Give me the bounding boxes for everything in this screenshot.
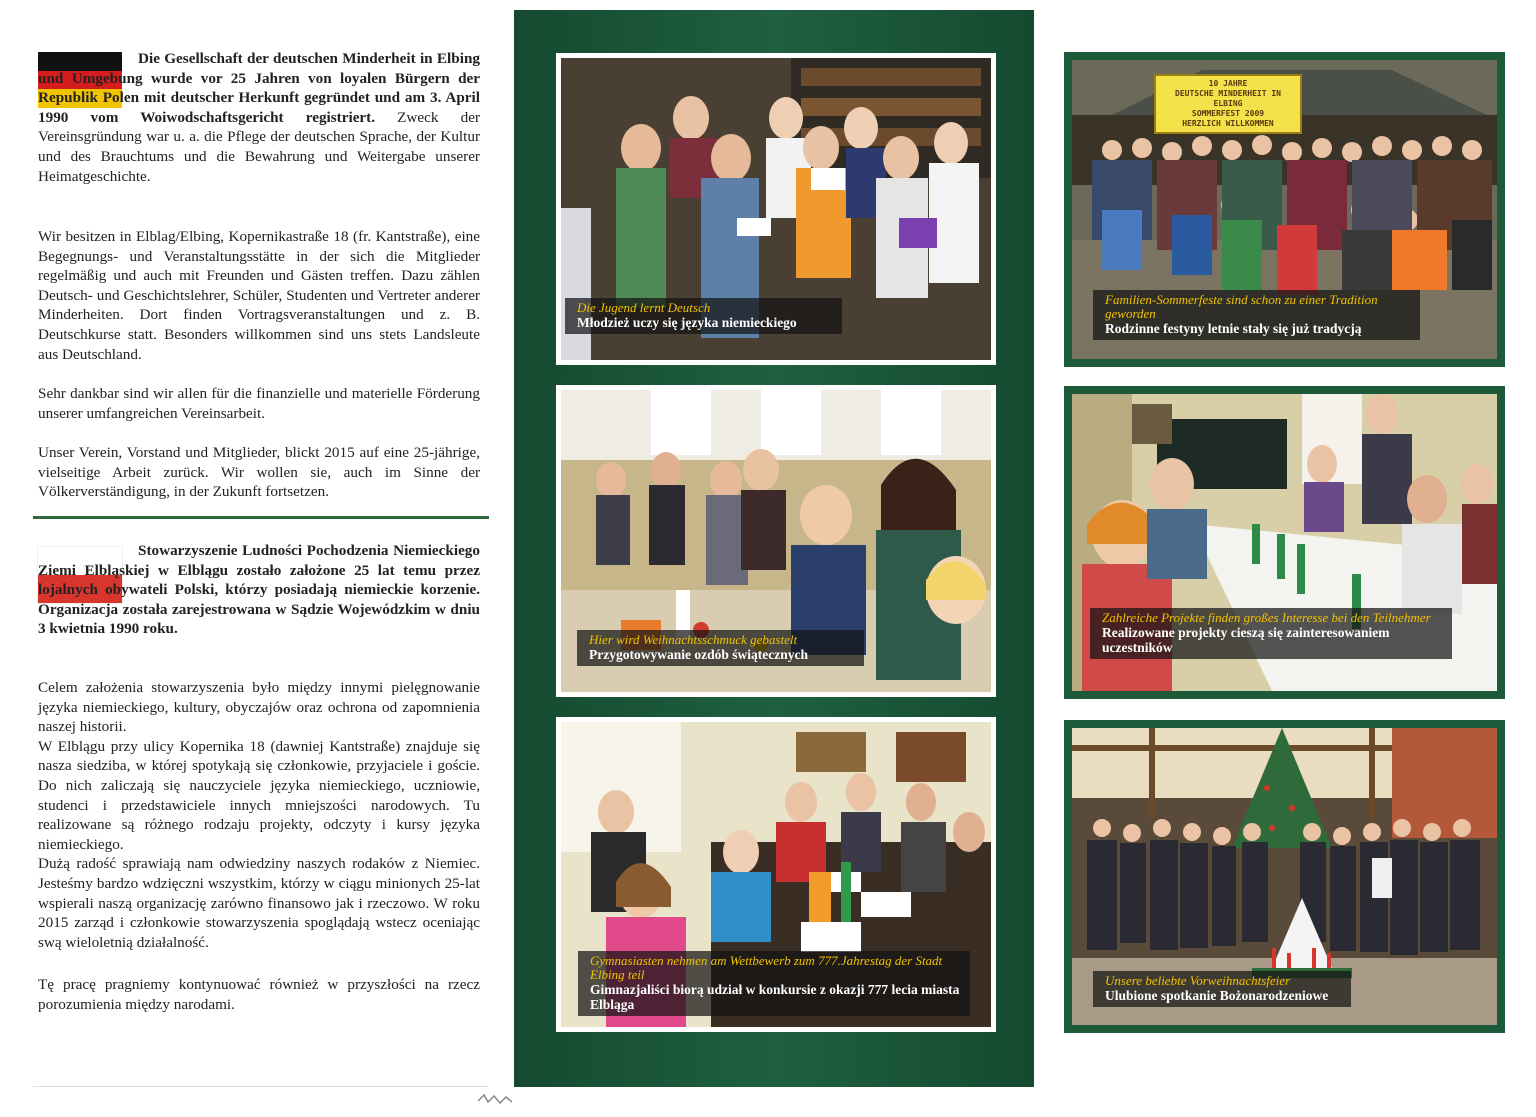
photo-contest-students xyxy=(556,717,996,1032)
photo-frame-projects xyxy=(1064,386,1505,699)
banner-line: SOMMERFEST 2009 xyxy=(1191,109,1265,118)
caption-de: Hier wird Weihnachtsschmuck gebastelt xyxy=(589,632,798,647)
polish-intro: Stowarzyszenie Ludności Pochodzenia Niemieckiego Ziemi Elbląskiej w Elblągu zostało założone 25 lat temu przez lojalnych obywateli Polski, którzy posiadają niemieckie korzenie. Organizacja została zarejestrowana w Sądzie Wojewódzkim w dniu 3 kwietnia 1990 roku. xyxy=(38,542,480,638)
caption-de: Familien-Sommerfeste sind schon zu einer Tradition geworden xyxy=(1105,292,1378,321)
banner-line: 10 JAHRE xyxy=(1208,79,1248,88)
text-column xyxy=(0,0,512,1117)
caption-christmas-party xyxy=(1093,971,1351,1007)
caption-pl: Gimnazjaliści biorą udział w konkursie z okazji 777 lecia miasta Elbląga xyxy=(590,982,960,1012)
caption-pl: Przygotowywanie ozdób świątecznych xyxy=(589,647,808,662)
polish-paragraph-2: Tę pracę pragniemy kontynuować również w przyszłości na rzecz porozumienia między narodami. xyxy=(38,976,480,1013)
german-intro-bold: Die Gesellschaft der deutschen Minderheit in Elbing und Umgebung wurde vor 25 Jahren von loyalen Bürgern der Republik Polen mit deutscher Herkunft gegründet und am 3. April 1990 vom Woiwodschaftsgericht registriert. xyxy=(38,50,480,126)
german-intro xyxy=(38,49,480,186)
bottom-rule xyxy=(33,1086,488,1087)
caption-projects-meeting xyxy=(1090,608,1452,659)
photo-frame-summer xyxy=(1064,52,1505,367)
polish-paragraph-1: Celem założenia stowarzyszenia było między innymi pielęgnowanie języka niemieckiego, kultury, obyczajów oraz ochrona od zapomnienia naszej historii. W Elblągu przy ulicy Kopernika 18 (dawniej Kantstraße) znajduje się nasza siedziba, w której spotykają się członkowie, przyjaciele i goście. Do nich zaliczają się nauczyciele języka niemieckiego, uczniowie, studenci i przedstawiciele innych mniejszości narodowych. Tu realizowane są różnego rodzaju projekty, odczyty i kursy języka niemieckiego. Dużą radość sprawiają nam odwiedziny naszych rodaków z Niemiec. Jesteśmy bardzo wdzięczni wszystkim, którzy w ciągu minionych 25-lat wspierali naszą organizację zarówno finansowo jak i rzeczowo. W roku 2015 zarząd i członkowie stowarzyszenia spoglądają wstecz oceniając swą wieloletnią działalność. xyxy=(38,679,480,951)
caption-de: Unsere beliebte Vorweihnachtsfeier xyxy=(1105,973,1291,988)
german-paragraph-3: Unser Verein, Vorstand und Mitglieder, blickt 2015 auf eine 25-jährige, vielseitige Arbeit zurück. Wir wollen sie, auch im Sinne der Völkerverständigung, in der Zukunft fortsetzen. xyxy=(38,444,480,501)
festival-banner xyxy=(1154,74,1302,134)
section-divider xyxy=(33,516,489,519)
caption-youth-learning xyxy=(565,298,842,334)
photo-youth-learning xyxy=(556,53,996,365)
caption-pl: Ulubione spotkanie Bożonarodzeniowe xyxy=(1105,988,1329,1003)
caption-contest-students xyxy=(578,951,970,1016)
german-paragraph-2: Sehr dankbar sind wir allen für die finanzielle und materielle Förderung unserer umfangreichen Vereinsarbeit. xyxy=(38,385,480,422)
caption-de: Die Jugend lernt Deutsch xyxy=(577,300,711,315)
caption-summer-festival xyxy=(1093,290,1420,340)
caption-de: Gymnasiasten nehmen am Wettbewerb zum 777.Jahrestag der Stadt Elbing teil xyxy=(590,953,943,982)
caption-de: Zahlreiche Projekte finden großes Interesse bei den Teilnehmer xyxy=(1102,610,1431,625)
german-intro-rest: Zweck der Vereinsgründung war u. a. die Pflege der deutschen Sprache, der Kultur und des Brauchtums und die Bewahrung und Weitergabe unserer Heimatgeschichte. xyxy=(38,108,480,185)
german-paragraph-1: Wir besitzen in Elblag/Elbing, Kopernikastraße 18 (fr. Kantstraße), eine Begegnungs- und Veranstaltungsstätte in der sich die Mitglieder regelmäßig und auch mit Freunden und Gästen treffen. Dazu zählen Deutsch- und Geschichtslehrer, Schüler, Studenten und Vertreter anderer Minderheiten. Dort finden Vortragsveranstaltungen und z. B. Deutschkurse statt. Besonders willkommen sind uns stets Landsleute aus Deutschland. xyxy=(38,228,480,363)
caption-christmas-crafts xyxy=(577,630,864,666)
caption-pl: Realizowane projekty cieszą się zainteresowaniem uczestników xyxy=(1102,625,1390,655)
photo-frame-christmas xyxy=(1064,720,1505,1033)
banner-line: DEUTSCHE MINDERHEIT IN ELBING xyxy=(1175,89,1281,108)
paper-scrap xyxy=(478,1093,512,1105)
caption-pl: Rodzinne festyny letnie stały się już tradycją xyxy=(1105,321,1362,336)
caption-pl: Młodzież uczy się języka niemieckiego xyxy=(577,315,797,330)
banner-line: HERZLICH WILLKOMMEN xyxy=(1182,119,1274,128)
photo-christmas-crafts xyxy=(556,385,996,697)
